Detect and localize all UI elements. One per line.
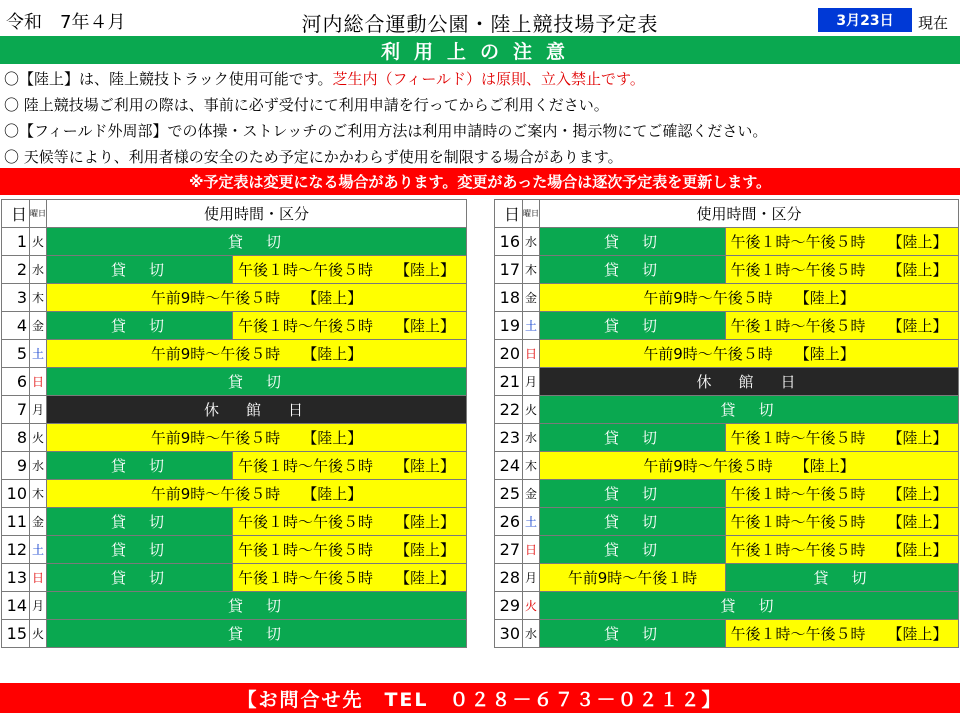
day-number: 3 (2, 284, 30, 312)
weekday: 月 (30, 396, 47, 424)
rental-cell: 貸 切 (540, 424, 726, 452)
rental-cell: 貸 切 (540, 536, 726, 564)
weekday: 火 (523, 396, 540, 424)
table-row (495, 424, 959, 452)
day-number: 7 (2, 396, 30, 424)
track-label: 【陸上】 (302, 485, 363, 503)
track-pm-cell (726, 536, 959, 564)
table-row (2, 284, 467, 312)
weekday: 火 (30, 424, 47, 452)
table-row (2, 256, 467, 284)
day-number: 6 (2, 368, 30, 396)
change-notice: ※予定表は変更になる場合があります。変更があった場合は逐次予定表を更新します。 (0, 168, 960, 195)
track-pm-cell (233, 564, 467, 592)
track-label: 【陸上】 (395, 261, 456, 279)
time-range: 午前9時～午後５時 (150, 429, 281, 447)
track-label: 【陸上】 (302, 345, 363, 363)
notice-list (4, 67, 959, 171)
day-number: 26 (495, 508, 523, 536)
notice-item (4, 119, 959, 145)
time-range: 午前9時～午後５時 (643, 457, 773, 475)
table-row (2, 480, 467, 508)
table-header-row (2, 200, 467, 228)
time-range: 午後１時～午後５時 (237, 569, 373, 587)
track-label: 【陸上】 (887, 261, 948, 279)
table-row (495, 340, 959, 368)
weekday: 木 (523, 452, 540, 480)
track-pm-cell (233, 312, 467, 340)
time-range: 午前9時～午後５時 (150, 485, 281, 503)
weekday: 日 (523, 536, 540, 564)
day-number: 22 (495, 396, 523, 424)
page-title: 河内総合運動公園・陸上競技場予定表 (301, 12, 659, 36)
time-range: 午後１時～午後５時 (237, 513, 373, 531)
weekday: 水 (30, 256, 47, 284)
rental-cell: 貸 切 (47, 536, 233, 564)
day-number: 1 (2, 228, 30, 256)
weekday: 火 (523, 592, 540, 620)
as-of-label: 現在 (918, 14, 949, 32)
track-label: 【陸上】 (887, 513, 948, 531)
time-range: 午後１時～午後５時 (730, 317, 866, 335)
time-range: 午後１時～午後５時 (237, 541, 373, 559)
track-pm-cell (726, 620, 959, 648)
track-label: 【陸上】 (395, 541, 456, 559)
weekday: 月 (523, 564, 540, 592)
day-number: 28 (495, 564, 523, 592)
track-day-cell (47, 424, 467, 452)
weekday: 日 (30, 564, 47, 592)
time-range: 午前9時～午後５時 (643, 289, 773, 307)
track-day-cell (540, 340, 959, 368)
track-label: 【陸上】 (794, 457, 855, 475)
time-range: 午前9時～午後５時 (150, 289, 281, 307)
date-badge: 3月23日 (818, 8, 912, 32)
track-label: 【陸上】 (395, 513, 456, 531)
track-pm-cell (726, 228, 959, 256)
table-row (2, 340, 467, 368)
notice-item (4, 93, 959, 119)
table-row (2, 452, 467, 480)
day-number: 17 (495, 256, 523, 284)
track-label: 【陸上】 (887, 233, 948, 251)
rental-cell: 貸 切 (540, 620, 726, 648)
schedule-table-right (494, 199, 959, 648)
table-header-row (495, 200, 959, 228)
rental-cell: 貸 切 (47, 508, 233, 536)
table-row (2, 564, 467, 592)
time-range: 午後１時～午後５時 (237, 261, 373, 279)
day-number: 4 (2, 312, 30, 340)
track-pm-cell (233, 536, 467, 564)
day-number: 29 (495, 592, 523, 620)
day-header: 日 (495, 200, 523, 228)
weekday-header: 曜日 (30, 200, 47, 228)
table-row (495, 592, 959, 620)
weekday: 木 (30, 284, 47, 312)
weekday: 土 (523, 312, 540, 340)
weekday: 木 (523, 256, 540, 284)
time-range: 午前9時～午後５時 (150, 345, 281, 363)
weekday: 月 (523, 368, 540, 396)
rental-cell: 貸 切 (540, 256, 726, 284)
notice-title: 利用上の注意 (0, 36, 960, 64)
table-row (495, 368, 959, 396)
time-range: 午後１時～午後５時 (237, 457, 373, 475)
usage-header: 使用時間・区分 (47, 200, 467, 228)
day-number: 13 (2, 564, 30, 592)
day-number: 24 (495, 452, 523, 480)
day-number: 23 (495, 424, 523, 452)
track-pm-cell (726, 508, 959, 536)
weekday: 金 (30, 508, 47, 536)
table-row (495, 256, 959, 284)
table-row (2, 368, 467, 396)
table-row (495, 312, 959, 340)
day-number: 25 (495, 480, 523, 508)
time-range: 午後１時～午後５時 (730, 625, 866, 643)
day-number: 19 (495, 312, 523, 340)
notice-item (4, 67, 959, 93)
weekday: 水 (523, 620, 540, 648)
rental-cell: 貸 切 (47, 368, 467, 396)
weekday: 日 (523, 340, 540, 368)
rental-cell: 貸 切 (47, 256, 233, 284)
track-pm-cell (233, 256, 467, 284)
track-pm-cell (726, 424, 959, 452)
rental-cell: 貸 切 (540, 228, 726, 256)
header (0, 4, 960, 34)
table-row (495, 536, 959, 564)
weekday: 木 (30, 480, 47, 508)
notice-text: 〇 陸上競技場ご利用の際は、事前に必ず受付にて利用申請を行ってからご利用ください。 (4, 96, 609, 114)
day-number: 5 (2, 340, 30, 368)
table-row (495, 284, 959, 312)
table-row (2, 312, 467, 340)
day-number: 9 (2, 452, 30, 480)
rental-cell: 貸 切 (47, 620, 467, 648)
day-header: 日 (2, 200, 30, 228)
table-row (495, 480, 959, 508)
weekday: 火 (30, 620, 47, 648)
time-range: 午前9時～午後５時 (643, 345, 773, 363)
table-row (495, 228, 959, 256)
rental-cell: 貸 切 (47, 312, 233, 340)
track-label: 【陸上】 (887, 625, 948, 643)
time-range: 午後１時～午後５時 (730, 429, 866, 447)
track-label: 【陸上】 (302, 429, 363, 447)
table-row (2, 592, 467, 620)
day-number: 12 (2, 536, 30, 564)
track-label: 【陸上】 (887, 429, 948, 447)
notice-text: 〇【陸上】は、陸上競技トラック使用可能です。 (4, 70, 333, 88)
closed-cell: 休 館 日 (47, 396, 467, 424)
weekday: 火 (30, 228, 47, 256)
schedule-table-left (1, 199, 467, 648)
rental-cell: 貸 切 (540, 480, 726, 508)
day-number: 16 (495, 228, 523, 256)
rental-cell: 貸 切 (47, 228, 467, 256)
weekday: 金 (523, 284, 540, 312)
era-month: 令和 7年４月 (6, 12, 126, 33)
track-pm-cell (233, 452, 467, 480)
time-range: 午後１時～午後５時 (730, 541, 866, 559)
time-am-cell: 午前9時～午後１時 (540, 564, 726, 592)
weekday: 金 (523, 480, 540, 508)
table-row (2, 620, 467, 648)
contact-info: 【お問合せ先 TEL ０２８－６７３－０２１２】 (0, 683, 960, 713)
track-label: 【陸上】 (887, 541, 948, 559)
weekday-header: 曜日 (523, 200, 540, 228)
weekday: 水 (523, 228, 540, 256)
track-label: 【陸上】 (302, 289, 363, 307)
day-number: 30 (495, 620, 523, 648)
day-number: 21 (495, 368, 523, 396)
usage-header: 使用時間・区分 (540, 200, 959, 228)
table-row (495, 396, 959, 424)
weekday: 月 (30, 592, 47, 620)
rental-cell: 貸 切 (540, 396, 959, 424)
time-range: 午後１時～午後５時 (730, 485, 866, 503)
day-number: 27 (495, 536, 523, 564)
weekday: 水 (30, 452, 47, 480)
notice-text: 〇【フィールド外周部】での体操・ストレッチのご利用方法は利用申請時のご案内・掲示物にてご確認ください。 (4, 122, 768, 140)
day-number: 10 (2, 480, 30, 508)
track-day-cell (47, 480, 467, 508)
track-label: 【陸上】 (395, 457, 456, 475)
time-range: 午後１時～午後５時 (730, 513, 866, 531)
rental-cell: 貸 切 (726, 564, 959, 592)
rental-cell: 貸 切 (540, 592, 959, 620)
rental-cell: 貸 切 (47, 564, 233, 592)
table-row (2, 396, 467, 424)
notice-warning: 芝生内（フィールド）は原則、立入禁止です。 (332, 70, 645, 88)
weekday: 土 (30, 536, 47, 564)
track-day-cell (47, 340, 467, 368)
table-row (2, 508, 467, 536)
day-number: 11 (2, 508, 30, 536)
weekday: 土 (30, 340, 47, 368)
table-row (495, 564, 959, 592)
track-day-cell (540, 284, 959, 312)
table-row (495, 508, 959, 536)
table-row (2, 424, 467, 452)
track-pm-cell (726, 480, 959, 508)
rental-cell: 貸 切 (47, 592, 467, 620)
weekday: 水 (523, 424, 540, 452)
day-number: 14 (2, 592, 30, 620)
notice-text: 〇 天候等により、利用者様の安全のため予定にかかわらず使用を制限する場合があります。 (4, 148, 623, 166)
track-label: 【陸上】 (395, 317, 456, 335)
weekday: 日 (30, 368, 47, 396)
day-number: 18 (495, 284, 523, 312)
table-row (495, 620, 959, 648)
rental-cell: 貸 切 (47, 452, 233, 480)
day-number: 8 (2, 424, 30, 452)
time-range: 午後１時～午後５時 (730, 233, 866, 251)
table-row (2, 536, 467, 564)
track-day-cell (540, 452, 959, 480)
track-day-cell (47, 284, 467, 312)
rental-cell: 貸 切 (540, 312, 726, 340)
track-label: 【陸上】 (887, 485, 948, 503)
time-range: 午後１時～午後５時 (237, 317, 373, 335)
track-pm-cell (726, 256, 959, 284)
track-pm-cell (233, 508, 467, 536)
time-range: 午後１時～午後５時 (730, 261, 866, 279)
track-label: 【陸上】 (395, 569, 456, 587)
track-pm-cell (726, 312, 959, 340)
table-row (495, 452, 959, 480)
closed-cell: 休 館 日 (540, 368, 959, 396)
rental-cell: 貸 切 (540, 508, 726, 536)
day-number: 20 (495, 340, 523, 368)
track-label: 【陸上】 (794, 289, 855, 307)
table-row (2, 228, 467, 256)
weekday: 金 (30, 312, 47, 340)
day-number: 2 (2, 256, 30, 284)
day-number: 15 (2, 620, 30, 648)
weekday: 土 (523, 508, 540, 536)
track-label: 【陸上】 (794, 345, 855, 363)
track-label: 【陸上】 (887, 317, 948, 335)
